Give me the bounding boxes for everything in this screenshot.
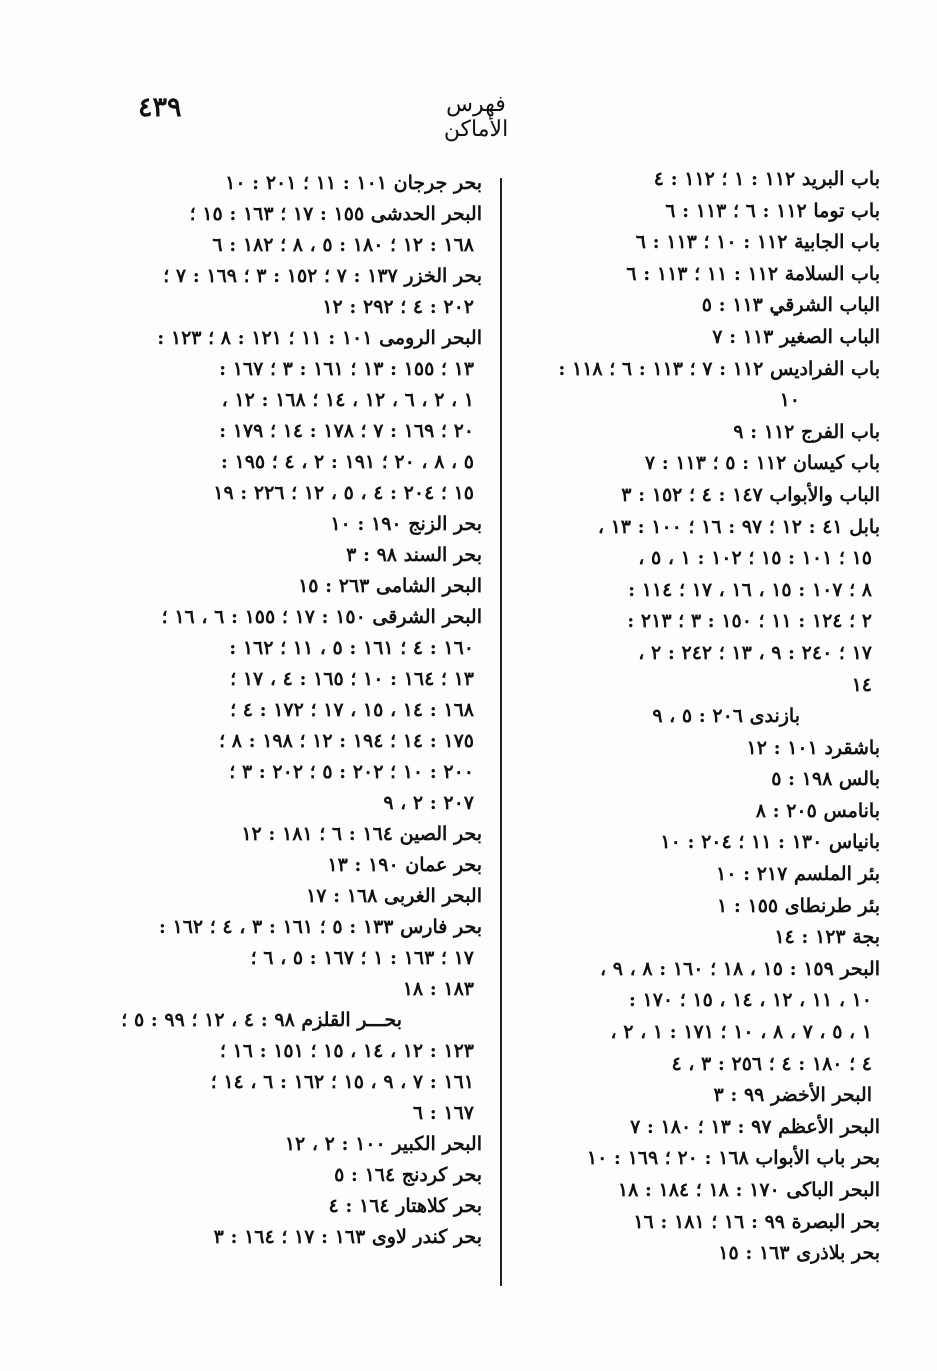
index-entry: بحر الصين ١٦٤ : ٦ ؛ ١٨١ : ١٢ bbox=[241, 823, 482, 845]
index-entry: ١٣ ؛ ١٦٤ : ١٠ ؛ ١٦٥ : ٤ ، ١٧ ؛ bbox=[230, 668, 474, 690]
index-entry: ١ ، ٥ ، ٧ ، ٨ ، ١٠ ؛ ١٧١ : ١ ، ٢ ، bbox=[610, 1021, 872, 1044]
index-entry: البحر الباكى ١٧٠ : ١٨ ؛ ١٨٤ : ١٨ bbox=[617, 1179, 880, 1201]
index-entry: باشقرد ١٠١ : ١٢ bbox=[746, 736, 880, 759]
index-entry: ١٠ bbox=[779, 389, 800, 412]
index-entry: ١ ، ٢ ، ٦ ، ١٢ ، ١٤ ؛ ١٦٨ : ١٢ ، bbox=[221, 389, 474, 411]
index-entry: ٢٠٢ : ٤ ؛ ٢٩٢ : ١٢ bbox=[322, 296, 474, 318]
index-entry: البحر ١٥٩ : ١٥ ، ١٨ ؛ ١٦٠ : ٨ ، ٩ ، bbox=[600, 957, 880, 980]
index-entry: البحر الحدشی ١٥٥ : ١٧ ؛ ١٦٣ : ١٥ ؛ bbox=[189, 203, 482, 225]
index-entry: بازندی ٢٠٦ : ٥ ، ٩ bbox=[652, 705, 800, 728]
index-column-right bbox=[512, 164, 880, 1270]
index-entry: باب كيسان ١١٢ : ٥ ؛ ١١٣ : ٧ bbox=[644, 452, 880, 475]
index-entry: بئر الملسم ٢١٧ : ١٠ bbox=[716, 863, 880, 886]
index-entry: البحر الرومى ١٠١ : ١١ ؛ ١٢١ : ٨ ؛ ١٢٣ : bbox=[157, 327, 482, 349]
index-entry: بجة ١٢٣ : ١٤ bbox=[774, 926, 880, 949]
index-entry: ٢٠ ؛ ١٦٩ : ٧ ؛ ١٧٨ : ١٤ ؛ ١٧٩ : bbox=[219, 420, 474, 442]
index-entry: ٤ ؛ ١٨٠ : ٤ ؛ ٢٥٦ : ٣ ، ٤ bbox=[671, 1052, 872, 1075]
index-entry: بئر طرنطای ١٥٥ : ١ bbox=[717, 894, 880, 917]
index-entry: ٢٠٧ : ٢ ، ٩ bbox=[383, 792, 474, 814]
index-entry: باب السلامة ١١٢ : ١١ ؛ ١١٣ : ٦ bbox=[626, 262, 880, 285]
index-entry: ١٦٨ : ١٢ ؛ ١٨٠ : ٥ ، ٨ ؛ ١٨٢ : ٦ bbox=[212, 234, 474, 256]
index-entry: ١٤ bbox=[851, 673, 872, 696]
index-entry: ١٧ ؛ ٢٤٠ : ٩ ، ١٣ ؛ ٢٤٢ : ٢ ، bbox=[638, 641, 872, 664]
index-entry: ١٨٣ : ١٨ bbox=[402, 978, 474, 1000]
index-entry: باب توما ١١٢ : ٦ ؛ ١١٣ : ٦ bbox=[665, 199, 880, 222]
index-entry: الباب الشرقي ١١٣ : ٥ bbox=[701, 294, 880, 317]
index-entry: ٨ ؛ ١٠٧ : ١٥ ، ١٦ ، ١٧ ؛ ١١٤ : bbox=[628, 578, 872, 601]
index-entry: البحر الأخضر ٩٩ : ٣ bbox=[713, 1084, 872, 1107]
index-entry: بحر الخزر ١٣٧ : ٧ ؛ ١٥٢ : ٣ ؛ ١٦٩ : ٧ ؛ bbox=[163, 265, 482, 287]
index-entry: باب الفرج ١١٢ : ٩ bbox=[733, 420, 880, 443]
index-entry: بحر كندر لاوى ١٦٣ : ١٧ ؛ ١٦٤ : ٣ bbox=[213, 1226, 482, 1248]
index-entry: ١٧ ؛ ١٦٣ : ١ ؛ ١٦٧ : ٥ ، ٦ ؛ bbox=[250, 947, 474, 969]
index-entry: ١٦٠ : ٤ ؛ ١٦١ : ٥ ، ١١ ؛ ١٦٢ : bbox=[229, 637, 474, 659]
index-entry: بحر عمان ١٩٠ : ١٣ bbox=[327, 854, 482, 876]
index-entry: بحر كلاهتار ١٦٤ : ٤ bbox=[328, 1195, 482, 1217]
index-entry: ٢٠٠ : ١٠ ؛ ٢٠٢ : ٥ ؛ ٢٠٢ : ٣ ؛ bbox=[229, 761, 474, 783]
index-entry: بحر البصرة ٩٩ : ١٦ ؛ ١٨١ : ١٦ bbox=[633, 1210, 880, 1233]
index-column-left bbox=[121, 168, 482, 1253]
index-entry: بانامس ٢٠٥ : ٨ bbox=[755, 799, 880, 822]
index-entry: باب الجابية ١١٢ : ١٠ ؛ ١١٣ : ٦ bbox=[635, 231, 880, 254]
index-entry: ١٦٨ : ١٤ ، ١٥ ، ١٧ ؛ ١٧٢ : ٤ ؛ bbox=[230, 699, 474, 721]
page-title: فهرس الأماكن bbox=[443, 92, 509, 142]
index-entry: بانیاس ١٣٠ : ١١ ؛ ٢٠٤ : ١٠ bbox=[660, 831, 880, 854]
index-entry: البحر الأعظم ٩٧ : ١٣ ؛ ١٨٠ : ٧ bbox=[630, 1115, 880, 1138]
index-entry: ١٠ ، ١١ ، ١٢ ، ١٤ ، ١٥ ؛ ١٧٠ : bbox=[628, 989, 872, 1012]
index-entry: بابل ٤١ : ١٢ ؛ ٩٧ : ١٦ ؛ ١٠٠ : ١٣ ، bbox=[597, 515, 880, 538]
index-entry: بحر كردنج ١٦٤ : ٥ bbox=[334, 1164, 482, 1186]
index-entry: بحر فارس ١٣٣ : ٥ ؛ ١٦١ : ٣ ، ٤ ؛ ١٦٢ : bbox=[158, 916, 482, 938]
index-entry: بحر السند ٩٨ : ٣ bbox=[346, 544, 482, 566]
index-entry: الباب الصغير ١١٣ : ٧ bbox=[712, 325, 880, 348]
index-entry: الباب والأبواب ١٤٧ : ٤ ؛ ١٥٢ : ٣ bbox=[621, 483, 880, 506]
index-entry: ١٧٥ : ١٤ ؛ ١٩٤ : ١٢ ؛ ١٩٨ : ٨ ؛ bbox=[219, 730, 474, 752]
page-number: ٤٣٩ bbox=[138, 92, 182, 123]
index-entry: بالس ١٩٨ : ٥ bbox=[771, 768, 880, 791]
index-entry: ٢ ؛ ١٢٤ : ١١ ؛ ١٥٠ : ٣ ؛ ٢١٣ : bbox=[627, 610, 872, 633]
index-entry: البحر الغربی ١٦٨ : ١٧ bbox=[306, 885, 482, 907]
index-entry: بحـــر القلزم ٩٨ : ٤ ، ١٢ ؛ ٩٩ : ٥ ؛ bbox=[121, 1009, 402, 1031]
index-entry: باب الفراديس ١١٢ : ٧ ؛ ١١٣ : ٦ ؛ ١١٨ : bbox=[558, 357, 880, 380]
index-entry: باب البريد ١١٢ : ١ ؛ ١١٢ : ٤ bbox=[653, 168, 880, 190]
index-entry: البحر الشرقی ١٥٠ : ١٧ ؛ ١٥٥ : ٦ ، ١٦ ؛ bbox=[161, 606, 482, 628]
index-entry: ١٦١ : ٧ ، ٩ ، ١٥ ؛ ١٦٢ : ٦ ، ١٤ ؛ bbox=[210, 1071, 474, 1093]
index-entry: البحر الشامی ٢٦٣ : ١٥ bbox=[298, 575, 482, 597]
index-entry: ١٥ ؛ ٢٠٤ : ٤ ، ٥ ، ١٢ ؛ ٢٢٦ : ١٩ bbox=[213, 482, 474, 504]
index-entry: ١٥ ؛ ١٠١ : ١٥ ؛ ١٠٢ : ١ ، ٥ ، bbox=[638, 547, 872, 570]
index-entry: بحر باب الأبواب ١٦٨ : ٢٠ ؛ ١٦٩ : ١٠ bbox=[586, 1147, 880, 1170]
index-entry: ٥ ، ٨ ، ٢٠ ؛ ١٩١ : ٢ ، ٤ ؛ ١٩٥ : bbox=[220, 451, 474, 473]
column-divider bbox=[500, 178, 502, 1286]
index-entry: ١٦٧ : ٦ bbox=[412, 1102, 474, 1124]
index-entry: بحر الزنج ١٩٠ : ١٠ bbox=[330, 513, 482, 535]
index-entry: بحر بلاذرى ١٦٣ : ١٥ bbox=[718, 1242, 880, 1265]
index-entry: ١٣ ؛ ١٥٥ : ١٣ ؛ ١٦١ : ٣ ؛ ١٦٧ : bbox=[219, 358, 474, 380]
index-entry: البحر الكبير ١٠٠ : ٢ ، ١٢ bbox=[284, 1133, 482, 1155]
index-entry: ١٢٣ : ١٢ ، ١٤ ، ١٥ ؛ ١٥١ : ١٦ ؛ bbox=[219, 1040, 474, 1062]
index-entry: بحر جرجان ١٠١ : ١١ ؛ ٢٠١ : ١٠ bbox=[225, 172, 482, 194]
